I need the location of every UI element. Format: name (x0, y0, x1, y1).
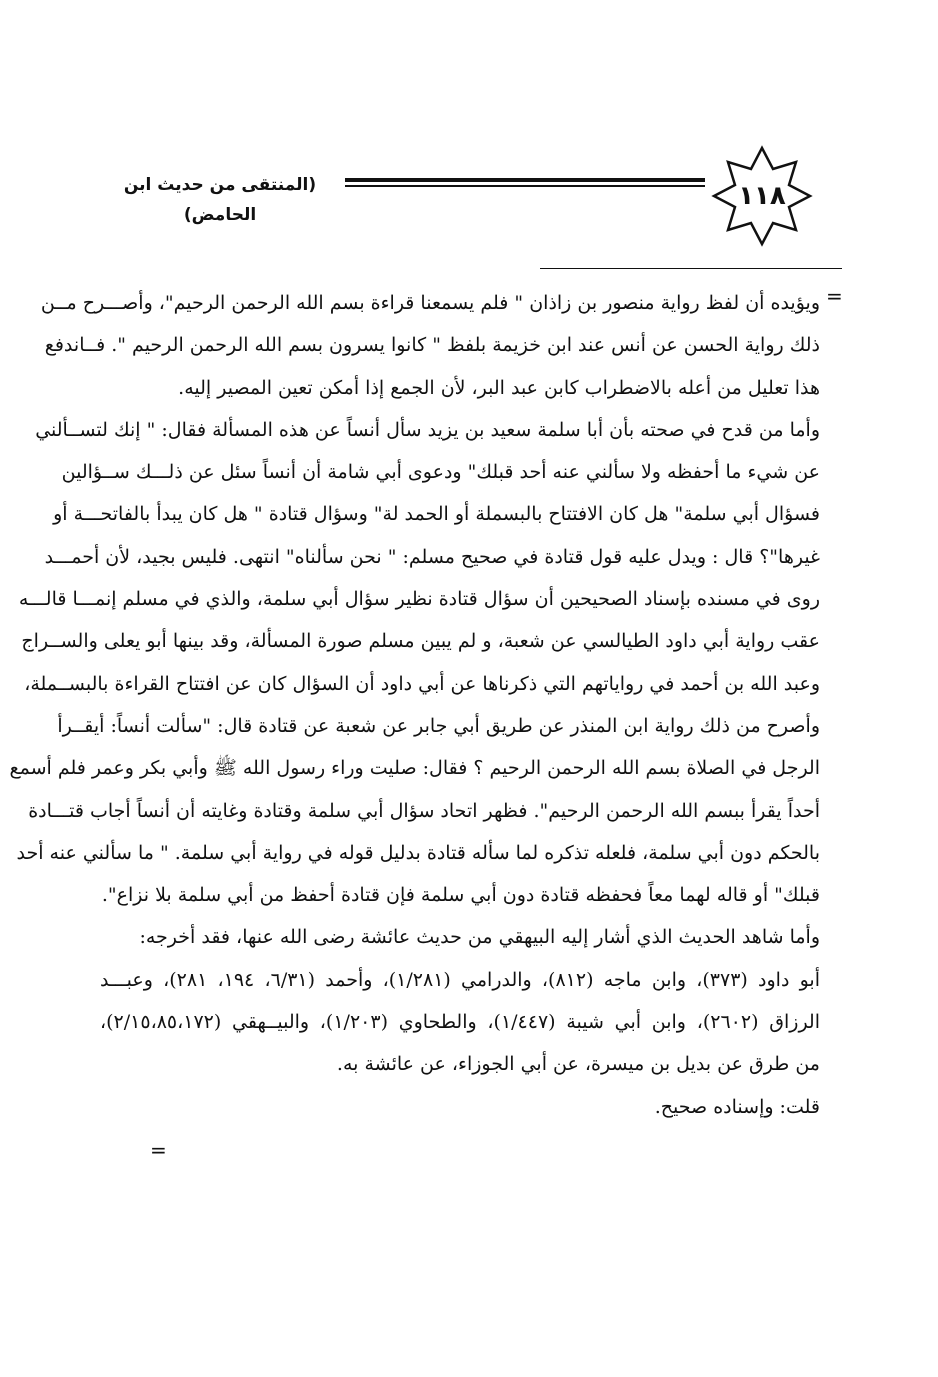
text-line: بالحكم دون أبي سلمة، فلعله تذكره لما سأله قتادة بدليل قوله في رواية أبي سلمة. " ما سألني عنه أحد (16, 841, 820, 864)
text-line: الرجل في الصلاة بسم الله الرحمن الرحيم ؟ فقال: صليت وراء رسول الله ﷺ وأبي بكر وعمر فلم أسمع (9, 757, 820, 780)
footnote-separator-rule (540, 268, 842, 269)
text-line: قبلك" أو قاله لهما معاً فحفظه قتادة دون أبي سلمة فإن قتادة أحفظ من أبي سلمة بلا نزاع". (101, 884, 820, 907)
text-line: غيرها"؟ قال : ويدل عليه قول قتادة في صحيح مسلم: " نحن سألناه" انتهى. فليس بجيد، لأن أحمـــد (44, 545, 820, 568)
footnote-continuation-marker-end: = (150, 1138, 167, 1162)
text-line: روى في مسنده بإسناد الصحيحين أن سؤال قتادة نظير سؤال أبي سلمة، والذي في مسلم إنمـــا قالـــه (18, 588, 820, 611)
text-line: من طرق عن بديل بن ميسرة، عن أبي الجوزاء، عن عائشة به. (336, 1053, 820, 1076)
text-line: عن شيء ما أحفظه ولا سألني عنه أحد قبلك" ودعوى أبي شامة أن أنساً سئل عن ذلـــك ســؤالين (61, 461, 820, 484)
footnote-continuation-marker-start: = (826, 284, 843, 308)
page-number: ١١٨ (738, 181, 786, 211)
text-line: هذا تعليل من أعله بالاضطراب كابن عبد البر، لأن الجمع إذا أمكن تعين المصير إليه. (178, 376, 820, 399)
footnote-body-text (9, 282, 820, 1128)
text-line: وأصرح من ذلك رواية ابن المنذر عن طريق أبي جابر عن شعبة عن قتادة قال: "سألت أنساً: أيقــرأ (57, 714, 820, 737)
text-line: أبو داود (٣٧٣)، وابن ماجه (٨١٢)، والدرامي (١/٢٨١)، وأحمد (٦/٣١، ١٩٤، ٢٨١)، وعبـــد (100, 968, 820, 991)
text-line: وعبد الله بن أحمد في رواياتهم التي ذكرناها عن أبي داود أن السؤال كان عن افتتاح القراءة بالبســملة، (24, 672, 820, 695)
text-line: الرزاق (٢٦٠٢)، وابن أبي شيبة (١/٤٤٧)، والطحاوي (١/٢٠٣)، والبيــهقي (٢/١٥،٨٥،١٧٢)، (100, 1011, 820, 1034)
text-line: ويؤيده أن لفظ رواية منصور بن زاذان " فلم يسمعنا قراءة بسم الله الرحمن الرحيم"، وأصـــرح مــن (40, 292, 820, 314)
text-line: فسؤال أبي سلمة" هل كان الافتتاح بالبسملة أو الحمد لة" وسؤال قتادة " هل كان يبدأ بالفاتحـــة أو (53, 503, 820, 526)
running-header-title: (المنتقى من حديث ابن الحامض) (123, 175, 317, 225)
page-number-badge (712, 146, 812, 246)
text-line: قلت: وإسناده صحيح. (654, 1095, 820, 1118)
text-line: وأما شاهد الحديث الذي أشار إليه البيهقي من حديث عائشة رضى الله عنها، فقد أخرجه: (139, 926, 820, 949)
text-line: ذلك رواية الحسن عن أنس عند ابن خزيمة بلفظ " كانوا يسرون بسم الله الرحمن الرحيم ". فــاندفع (44, 334, 820, 357)
text-line: أحداً يقرأ ببسم الله الرحمن الرحيم". فظهر اتحاد سؤال أبي سلمة وقتادة وغايته أن أنساً أجاب قتـــادة (28, 799, 820, 822)
text-line: عقب رواية أبي داود الطيالسي عن شعبة، و لم يبين مسلم صورة المسألة، وقد بينها أبو يعلى والســراج (21, 630, 820, 653)
text-line: وأما من قدح في صحته بأن أبا سلمة سعيد بن يزيد سأل أنساً عن هذه المسألة فقال: " إنك لتســألني (35, 418, 820, 441)
header-rule-thin (345, 185, 705, 187)
header-rule-thick (345, 178, 705, 182)
